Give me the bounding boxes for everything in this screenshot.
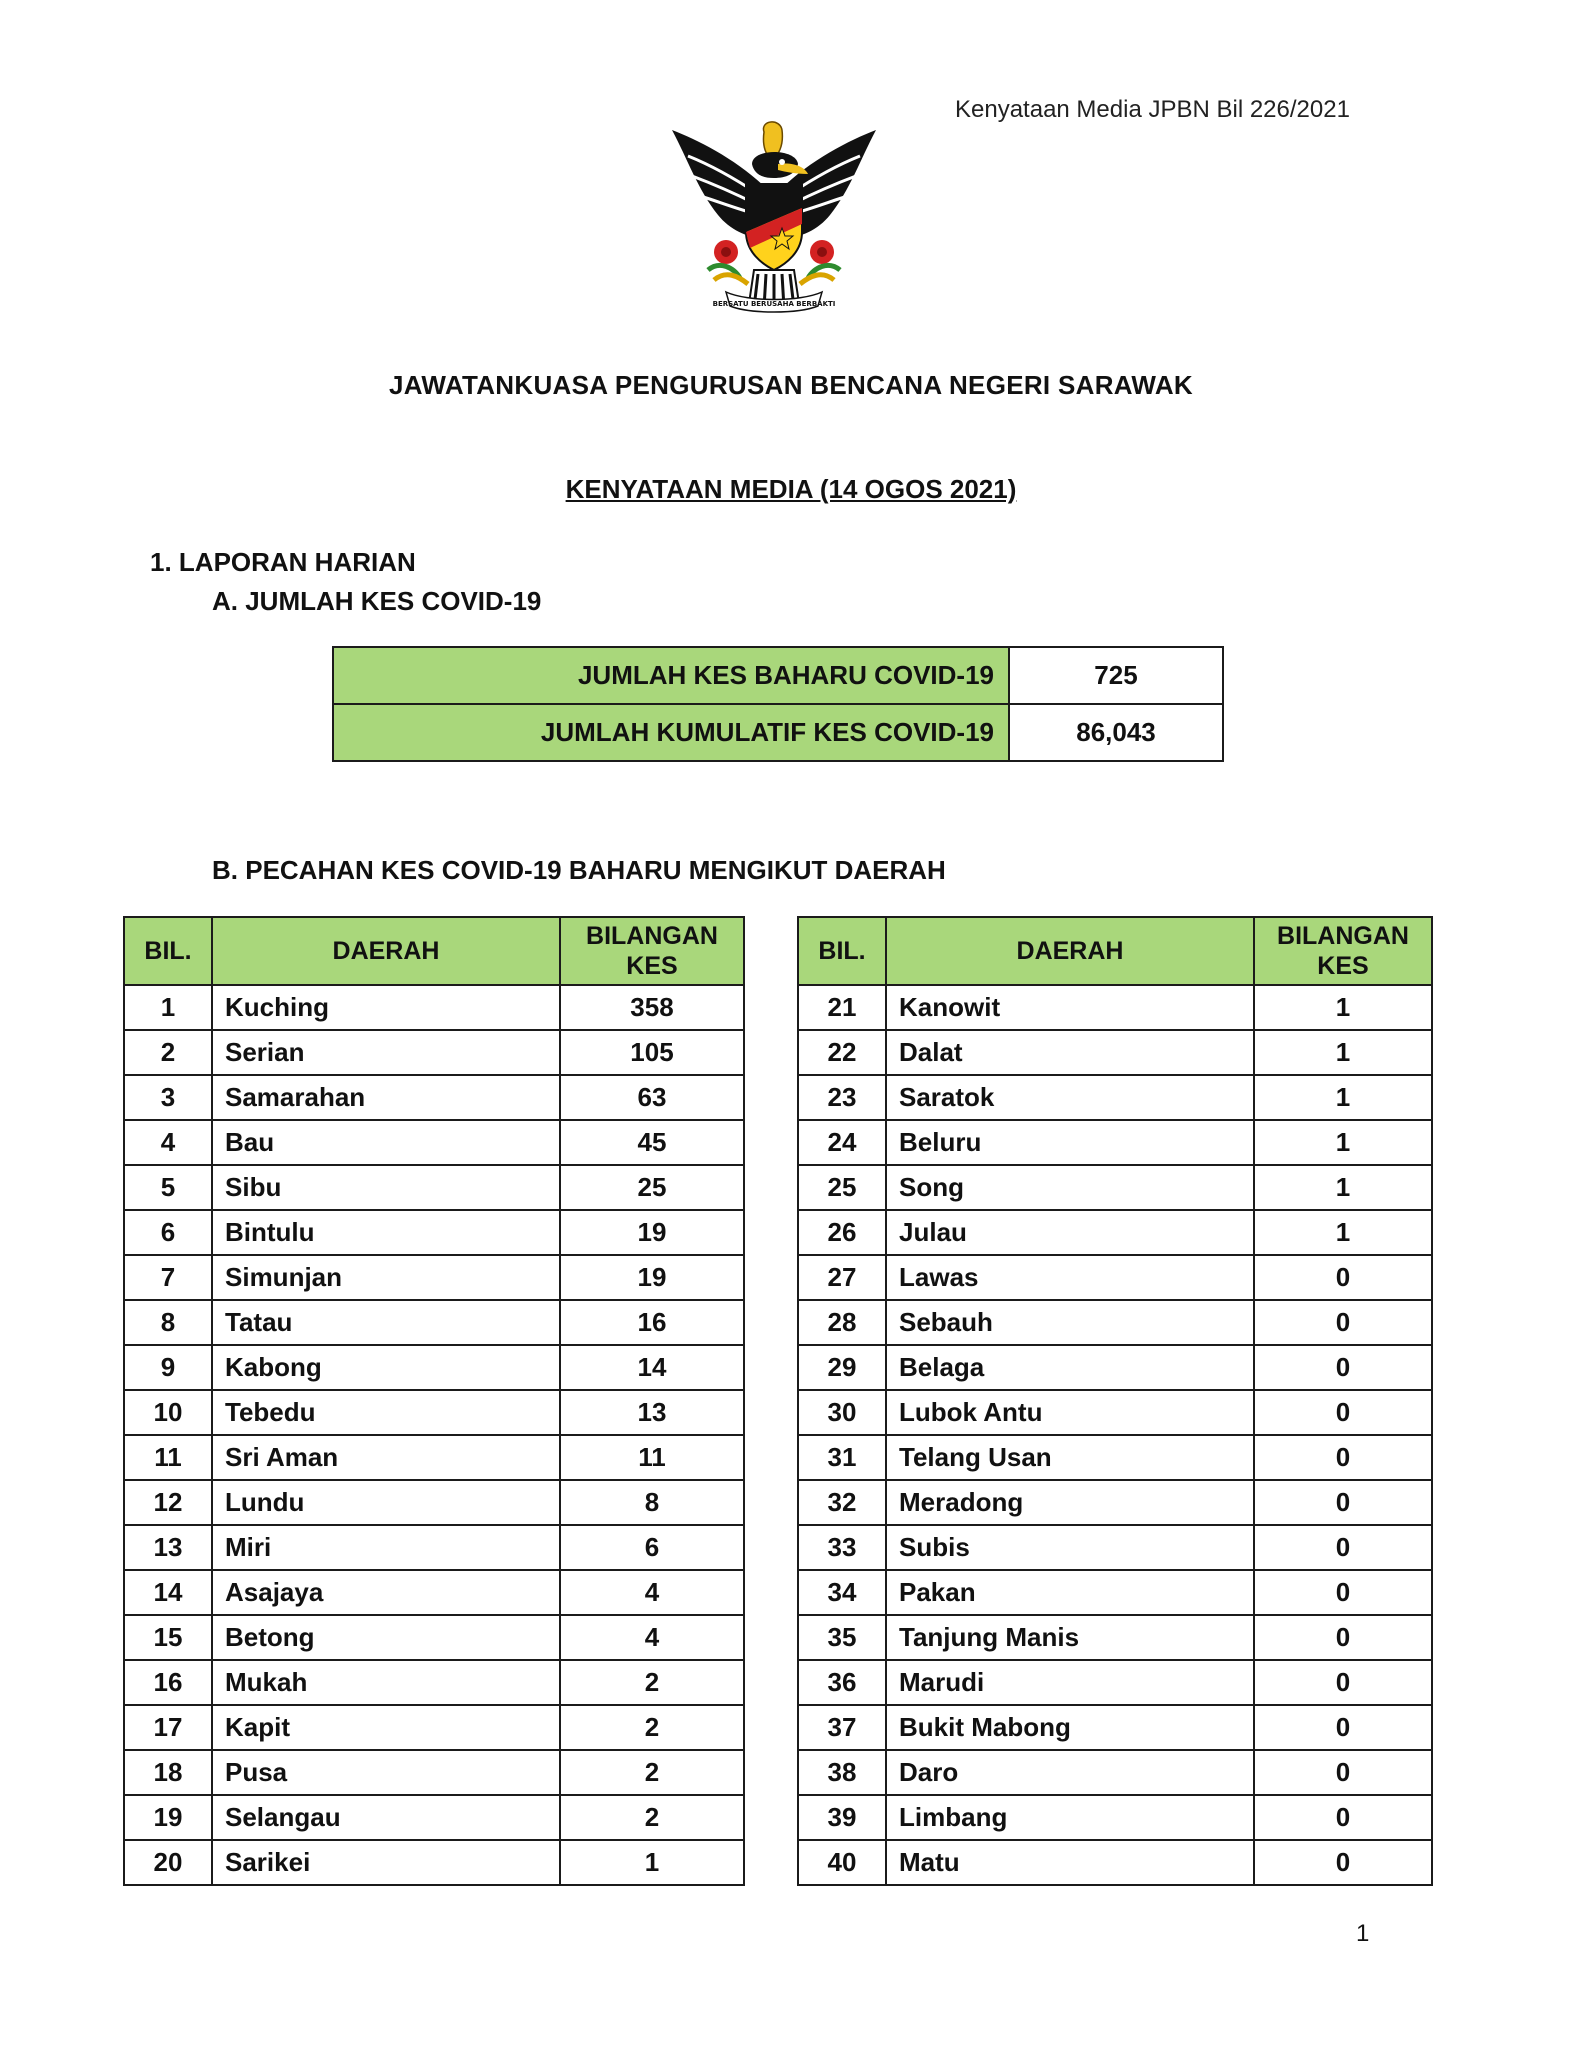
district-number: 9	[124, 1345, 212, 1390]
table-row	[124, 1795, 744, 1840]
statement-title: KENYATAAN MEDIA (14 OGOS 2021)	[565, 474, 1017, 504]
district-name: Sri Aman	[212, 1435, 560, 1480]
district-cases: 14	[560, 1345, 744, 1390]
header-bil: BIL.	[124, 917, 212, 985]
table-row	[124, 1030, 744, 1075]
district-cases: 1	[1254, 1030, 1432, 1075]
section-heading-pecahan: B. PECAHAN KES COVID-19 BAHARU MENGIKUT DAERAH	[212, 855, 946, 885]
district-name: Marudi	[886, 1660, 1254, 1705]
district-number: 7	[124, 1255, 212, 1300]
district-name: Pusa	[212, 1750, 560, 1795]
table-row	[124, 1840, 744, 1885]
table-row	[124, 1255, 744, 1300]
district-cases: 0	[1254, 1570, 1432, 1615]
district-name: Tanjung Manis	[886, 1615, 1254, 1660]
district-name: Lawas	[886, 1255, 1254, 1300]
district-number: 18	[124, 1750, 212, 1795]
table-row	[798, 1030, 1432, 1075]
district-cases: 0	[1254, 1345, 1432, 1390]
district-cases: 0	[1254, 1615, 1432, 1660]
district-number: 4	[124, 1120, 212, 1165]
district-name: Daro	[886, 1750, 1254, 1795]
table-row	[124, 1300, 744, 1345]
header-daerah: DAERAH	[212, 917, 560, 985]
district-name: Pakan	[886, 1570, 1254, 1615]
district-number: 29	[798, 1345, 886, 1390]
table-row	[798, 1750, 1432, 1795]
district-cases: 4	[560, 1615, 744, 1660]
district-number: 16	[124, 1660, 212, 1705]
district-name: Belaga	[886, 1345, 1254, 1390]
district-name: Tebedu	[212, 1390, 560, 1435]
page-number: 1	[1356, 1920, 1370, 1947]
table-row	[124, 1345, 744, 1390]
district-number: 3	[124, 1075, 212, 1120]
header-daerah: DAERAH	[886, 917, 1254, 985]
district-cases: 19	[560, 1210, 744, 1255]
table-row	[124, 1435, 744, 1480]
district-number: 37	[798, 1705, 886, 1750]
district-name: Asajaya	[212, 1570, 560, 1615]
district-name: Lubok Antu	[886, 1390, 1254, 1435]
table-row	[798, 1345, 1432, 1390]
district-cases: 0	[1254, 1390, 1432, 1435]
table-row	[798, 1705, 1432, 1750]
district-number: 19	[124, 1795, 212, 1840]
sarawak-coat-of-arms-icon	[668, 120, 880, 340]
district-number: 15	[124, 1615, 212, 1660]
district-number: 25	[798, 1165, 886, 1210]
district-cases: 1	[560, 1840, 744, 1885]
district-cases: 45	[560, 1120, 744, 1165]
district-number: 27	[798, 1255, 886, 1300]
district-name: Meradong	[886, 1480, 1254, 1525]
header-bilangan-kes: BILANGAN KES	[560, 917, 744, 985]
district-cases: 2	[560, 1795, 744, 1840]
district-cases: 11	[560, 1435, 744, 1480]
table-row	[798, 1480, 1432, 1525]
district-number: 6	[124, 1210, 212, 1255]
district-cases: 0	[1254, 1435, 1432, 1480]
section-heading-jumlah-kes: A. JUMLAH KES COVID-19	[212, 586, 542, 616]
district-name: Samarahan	[212, 1075, 560, 1120]
table-row	[124, 1390, 744, 1435]
table-row	[798, 1390, 1432, 1435]
table-header-row	[124, 917, 744, 985]
district-cases: 13	[560, 1390, 744, 1435]
district-cases: 2	[560, 1660, 744, 1705]
district-cases: 19	[560, 1255, 744, 1300]
table-row	[124, 985, 744, 1030]
district-name: Tatau	[212, 1300, 560, 1345]
district-name: Sarikei	[212, 1840, 560, 1885]
district-number: 28	[798, 1300, 886, 1345]
district-number: 39	[798, 1795, 886, 1840]
table-row	[124, 1525, 744, 1570]
summary-label-cumulative: JUMLAH KUMULATIF KES COVID-19	[333, 704, 1009, 761]
table-row	[333, 647, 1223, 704]
table-row	[798, 985, 1432, 1030]
table-row	[124, 1615, 744, 1660]
district-cases: 1	[1254, 1075, 1432, 1120]
district-name: Simunjan	[212, 1255, 560, 1300]
district-cases: 63	[560, 1075, 744, 1120]
district-cases: 0	[1254, 1255, 1432, 1300]
district-cases: 25	[560, 1165, 744, 1210]
document-reference: Kenyataan Media JPBN Bil 226/2021	[955, 96, 1350, 123]
district-cases: 0	[1254, 1705, 1432, 1750]
district-number: 20	[124, 1840, 212, 1885]
district-number: 31	[798, 1435, 886, 1480]
district-name: Matu	[886, 1840, 1254, 1885]
district-cases: 0	[1254, 1750, 1432, 1795]
district-number: 11	[124, 1435, 212, 1480]
district-name: Kapit	[212, 1705, 560, 1750]
district-name: Sibu	[212, 1165, 560, 1210]
table-row	[124, 1705, 744, 1750]
district-number: 13	[124, 1525, 212, 1570]
district-number: 5	[124, 1165, 212, 1210]
district-table-right	[797, 916, 1433, 1886]
district-number: 32	[798, 1480, 886, 1525]
district-cases: 1	[1254, 985, 1432, 1030]
table-row	[798, 1570, 1432, 1615]
district-name: Mukah	[212, 1660, 560, 1705]
table-row	[798, 1300, 1432, 1345]
table-row	[798, 1165, 1432, 1210]
district-table-left	[123, 916, 745, 1886]
district-name: Bintulu	[212, 1210, 560, 1255]
table-row	[124, 1750, 744, 1795]
district-number: 17	[124, 1705, 212, 1750]
district-number: 2	[124, 1030, 212, 1075]
district-name: Kabong	[212, 1345, 560, 1390]
header-bilangan-kes: BILANGAN KES	[1254, 917, 1432, 985]
district-name: Telang Usan	[886, 1435, 1254, 1480]
district-name: Lundu	[212, 1480, 560, 1525]
district-number: 30	[798, 1390, 886, 1435]
section-heading-laporan: 1. LAPORAN HARIAN	[150, 547, 416, 577]
district-number: 10	[124, 1390, 212, 1435]
district-number: 8	[124, 1300, 212, 1345]
district-cases: 105	[560, 1030, 744, 1075]
district-cases: 0	[1254, 1795, 1432, 1840]
district-cases: 4	[560, 1570, 744, 1615]
district-number: 14	[124, 1570, 212, 1615]
district-cases: 1	[1254, 1210, 1432, 1255]
district-name: Kanowit	[886, 985, 1254, 1030]
district-number: 12	[124, 1480, 212, 1525]
summary-value-new: 725	[1009, 647, 1223, 704]
table-row	[798, 1435, 1432, 1480]
district-number: 38	[798, 1750, 886, 1795]
district-name: Miri	[212, 1525, 560, 1570]
district-cases: 0	[1254, 1300, 1432, 1345]
district-cases: 0	[1254, 1480, 1432, 1525]
district-cases: 16	[560, 1300, 744, 1345]
district-cases: 1	[1254, 1165, 1432, 1210]
district-name: Kuching	[212, 985, 560, 1030]
district-cases: 2	[560, 1750, 744, 1795]
district-number: 26	[798, 1210, 886, 1255]
district-number: 33	[798, 1525, 886, 1570]
district-name: Betong	[212, 1615, 560, 1660]
table-header-row	[798, 917, 1432, 985]
table-row	[798, 1075, 1432, 1120]
table-row	[798, 1840, 1432, 1885]
district-number: 1	[124, 985, 212, 1030]
district-number: 21	[798, 985, 886, 1030]
table-row	[798, 1210, 1432, 1255]
district-name: Saratok	[886, 1075, 1254, 1120]
summary-label-new: JUMLAH KES BAHARU COVID-19	[333, 647, 1009, 704]
district-name: Song	[886, 1165, 1254, 1210]
district-cases: 0	[1254, 1660, 1432, 1705]
table-row	[124, 1480, 744, 1525]
district-name: Bukit Mabong	[886, 1705, 1254, 1750]
district-number: 36	[798, 1660, 886, 1705]
district-number: 40	[798, 1840, 886, 1885]
table-row	[798, 1615, 1432, 1660]
district-name: Bau	[212, 1120, 560, 1165]
header-bil: BIL.	[798, 917, 886, 985]
district-name: Limbang	[886, 1795, 1254, 1840]
table-row	[798, 1255, 1432, 1300]
table-row	[124, 1075, 744, 1120]
summary-value-cumulative: 86,043	[1009, 704, 1223, 761]
table-row	[124, 1570, 744, 1615]
district-name: Julau	[886, 1210, 1254, 1255]
district-number: 23	[798, 1075, 886, 1120]
district-cases: 0	[1254, 1840, 1432, 1885]
district-name: Beluru	[886, 1120, 1254, 1165]
table-row	[798, 1660, 1432, 1705]
district-number: 34	[798, 1570, 886, 1615]
district-cases: 358	[560, 985, 744, 1030]
district-name: Serian	[212, 1030, 560, 1075]
table-row	[124, 1210, 744, 1255]
district-number: 22	[798, 1030, 886, 1075]
district-name: Dalat	[886, 1030, 1254, 1075]
district-cases: 1	[1254, 1120, 1432, 1165]
organization-title: JAWATANKUASA PENGURUSAN BENCANA NEGERI SARAWAK	[389, 370, 1193, 400]
table-row	[333, 704, 1223, 761]
district-name: Selangau	[212, 1795, 560, 1840]
district-cases: 6	[560, 1525, 744, 1570]
table-row	[798, 1120, 1432, 1165]
district-number: 35	[798, 1615, 886, 1660]
summary-table	[332, 646, 1224, 762]
table-row	[124, 1165, 744, 1210]
table-row	[124, 1120, 744, 1165]
district-name: Subis	[886, 1525, 1254, 1570]
table-row	[798, 1525, 1432, 1570]
district-cases: 0	[1254, 1525, 1432, 1570]
district-cases: 2	[560, 1705, 744, 1750]
table-row	[124, 1660, 744, 1705]
district-number: 24	[798, 1120, 886, 1165]
motto-text: BERSATU BERUSAHA BERBAKTI	[712, 300, 836, 308]
district-name: Sebauh	[886, 1300, 1254, 1345]
table-row	[798, 1795, 1432, 1840]
district-cases: 8	[560, 1480, 744, 1525]
